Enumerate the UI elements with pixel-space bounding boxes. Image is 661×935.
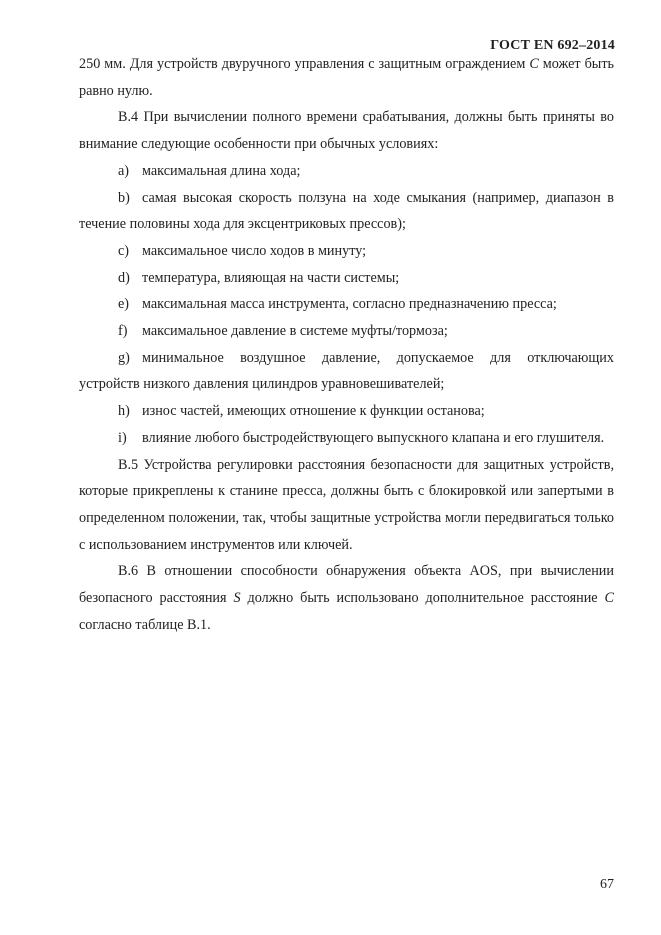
list-marker: e) (118, 296, 130, 313)
paragraph-b4: В.4 При вычислении полного времени срабатывания, должны быть приняты во внимание следующие особенности при обычных условиях: (79, 109, 614, 153)
document-code-header: ГОСТ EN 692–2014 (490, 38, 615, 53)
list-marker: d) (118, 269, 130, 286)
list-item (79, 345, 614, 398)
paragraph-text: В.6 В отношении способности обнаружения объекта AOS, при вычислении безопасного расстояния (79, 563, 614, 607)
page-number: 67 (600, 877, 614, 892)
list-item (79, 318, 614, 345)
list-item (79, 265, 614, 292)
list-item-text: влияние любого быстродействующего выпускного клапана и его глушителя. (142, 429, 605, 446)
paragraph-text: 250 мм. Для устройств двуручного управления с защитным ограждением (79, 56, 530, 72)
variable-c: C (604, 590, 614, 607)
list-item (79, 398, 614, 425)
paragraph-text-tail: может быть равно нулю. (79, 56, 614, 99)
paragraph-b6 (79, 558, 614, 638)
list-marker: c) (118, 242, 130, 259)
list-item-text: износ частей, имеющих отношение к функции останова; (142, 403, 485, 420)
paragraph-continuation (79, 51, 614, 104)
list-item-text: минимальное воздушное давление, допускаемое для отключающих устройств низкого давления цилиндров уравновешивателей; (79, 349, 614, 393)
paragraph-text: должно быть использовано дополнительное расстояние (240, 590, 605, 607)
list-marker: b) (118, 189, 130, 206)
list-item-text: максимальное число ходов в минуту; (142, 242, 367, 259)
list-item-text: максимальное давление в системе муфты/тормоза; (142, 323, 448, 340)
list-item-text: максимальная масса инструмента, согласно предназначению пресса; (142, 296, 557, 313)
variable-c: C (529, 56, 539, 72)
list-item (79, 425, 614, 452)
list-item (79, 185, 614, 238)
list-marker: f) (118, 323, 128, 340)
list-item-text: самая высокая скорость ползуна на ходе смыкания (например, диапазон в течение половины хода для эксцентриковых прессов); (79, 189, 614, 233)
list-marker: h) (118, 403, 130, 420)
list-marker: g) (118, 349, 130, 366)
list-item-text: температура, влияющая на части системы; (142, 269, 400, 286)
paragraph-b5: В.5 Устройства регулировки расстояния безопасности для защитных устройств, которые прикреплены к станине пресса, должны быть с блокировкой или запертыми в определенном положении, так, чтобы защитные устройства могли передвигаться только с использованием инструментов или ключей. (79, 456, 614, 553)
list-item-text: максимальная длина хода; (142, 162, 301, 179)
list-marker: i) (118, 429, 127, 446)
list-marker: a) (118, 162, 130, 179)
paragraph-text: согласно таблице В.1. (79, 616, 211, 633)
variable-s: S (233, 590, 241, 607)
list-item (79, 291, 614, 318)
document-body (79, 51, 614, 638)
list-item (79, 238, 614, 265)
list-item (79, 158, 614, 185)
